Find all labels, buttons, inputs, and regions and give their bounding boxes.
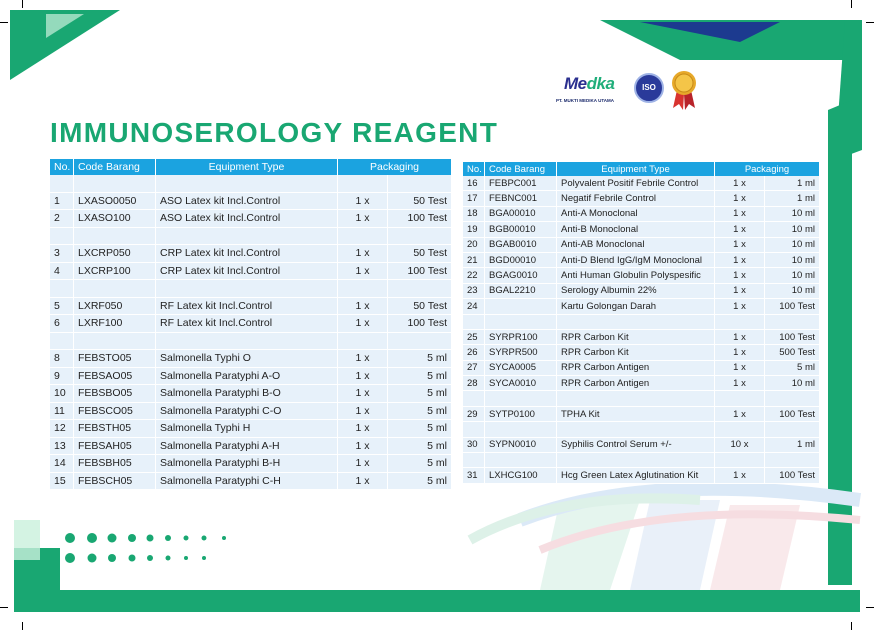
cell-equipment: RF Latex kit Incl.Control — [156, 315, 338, 333]
cell-unit: 100 Test — [388, 263, 452, 281]
cell-equipment: Serology Albumin 22% — [557, 284, 715, 299]
cell-no — [463, 315, 485, 330]
cell-code: SYCA0005 — [485, 361, 557, 376]
table-row — [463, 330, 820, 345]
cell-equipment: Polyvalent Positif Febrile Control — [557, 176, 715, 191]
cell-equipment: Salmonella Paratyphi B-H — [156, 455, 338, 473]
cell-equipment — [156, 228, 338, 246]
cell-no: 24 — [463, 299, 485, 314]
table-row — [463, 222, 820, 237]
cell-code — [485, 315, 557, 330]
cell-code: LXASO100 — [74, 210, 156, 228]
table-row — [50, 333, 452, 351]
cell-code: FEBSTO05 — [74, 350, 156, 368]
cell-unit: 10 ml — [765, 268, 820, 283]
cell-no: 22 — [463, 268, 485, 283]
cell-qty: 1 x — [715, 207, 765, 222]
cell-equipment: Syphilis Control Serum +/- — [557, 438, 715, 453]
cell-qty: 1 x — [715, 191, 765, 206]
cell-qty: 1 x — [715, 268, 765, 283]
column-header-packaging: Packaging — [715, 162, 820, 176]
table-row — [463, 268, 820, 283]
cell-qty: 1 x — [715, 299, 765, 314]
table-row — [50, 385, 452, 403]
cell-qty: 1 x — [715, 361, 765, 376]
cell-no: 6 — [50, 315, 74, 333]
cell-qty: 1 x — [715, 222, 765, 237]
cell-qty: 1 x — [338, 315, 388, 333]
table-row — [463, 391, 820, 406]
cell-unit — [388, 175, 452, 193]
table-row — [50, 350, 452, 368]
cell-unit: 5 ml — [388, 473, 452, 491]
table-row — [463, 284, 820, 299]
cell-equipment: RF Latex kit Incl.Control — [156, 298, 338, 316]
cell-qty — [715, 453, 765, 468]
table-row — [50, 455, 452, 473]
cell-equipment: RPR Carbon Kit — [557, 345, 715, 360]
table-row — [463, 207, 820, 222]
cell-no: 25 — [463, 330, 485, 345]
page-title: IMMUNOSEROLOGY REAGENT — [50, 117, 499, 148]
table-row — [50, 298, 452, 316]
cell-code: FEBSCO05 — [74, 403, 156, 421]
cell-no: 11 — [50, 403, 74, 421]
cell-unit: 1 ml — [765, 438, 820, 453]
cell-code: FEBNC001 — [485, 191, 557, 206]
cell-qty: 1 x — [338, 210, 388, 228]
table-row — [50, 438, 452, 456]
cell-code — [74, 333, 156, 351]
table-row — [50, 473, 452, 491]
table-row — [463, 453, 820, 468]
cell-code: LXCRP050 — [74, 245, 156, 263]
cell-no — [463, 422, 485, 437]
cell-equipment — [557, 391, 715, 406]
cell-code — [74, 175, 156, 193]
cell-unit — [765, 315, 820, 330]
cell-equipment — [557, 315, 715, 330]
cell-qty — [338, 175, 388, 193]
cell-code: SYPN0010 — [485, 438, 557, 453]
cell-qty: 1 x — [338, 403, 388, 421]
cell-equipment: RPR Carbon Antigen — [557, 376, 715, 391]
cell-no: 5 — [50, 298, 74, 316]
table-row — [463, 253, 820, 268]
cell-equipment: RPR Carbon Antigen — [557, 361, 715, 376]
cell-equipment: Salmonella Typhi H — [156, 420, 338, 438]
cell-qty — [715, 391, 765, 406]
cell-no: 20 — [463, 238, 485, 253]
right-product-table — [463, 162, 820, 484]
cell-code: FEBSBO05 — [74, 385, 156, 403]
table-row — [463, 315, 820, 330]
cell-unit: 100 Test — [388, 210, 452, 228]
cell-unit: 100 Test — [388, 315, 452, 333]
cell-unit: 100 Test — [765, 468, 820, 483]
cell-code: LXASO0050 — [74, 193, 156, 211]
cell-no — [50, 280, 74, 298]
cell-unit: 5 ml — [388, 438, 452, 456]
table-row — [463, 191, 820, 206]
cell-code — [485, 299, 557, 314]
cell-unit: 10 ml — [765, 207, 820, 222]
cell-no: 19 — [463, 222, 485, 237]
cell-unit: 50 Test — [388, 193, 452, 211]
table-row — [50, 403, 452, 421]
cell-code: SYRPR100 — [485, 330, 557, 345]
cell-qty: 1 x — [715, 407, 765, 422]
cell-qty: 1 x — [338, 245, 388, 263]
cell-unit: 5 ml — [388, 350, 452, 368]
cell-unit: 50 Test — [388, 245, 452, 263]
cell-qty: 1 x — [338, 455, 388, 473]
cell-unit: 5 ml — [388, 455, 452, 473]
cell-code: BGD00010 — [485, 253, 557, 268]
cell-equipment: Salmonella Paratyphi A-H — [156, 438, 338, 456]
cell-unit: 1 ml — [765, 191, 820, 206]
cell-equipment: ASO Latex kit Incl.Control — [156, 210, 338, 228]
table-row — [463, 299, 820, 314]
cell-code: FEBSAO05 — [74, 368, 156, 386]
cell-qty: 1 x — [338, 473, 388, 491]
cell-no: 9 — [50, 368, 74, 386]
cell-qty — [338, 333, 388, 351]
table-header-row — [50, 159, 452, 175]
cell-unit: 5 ml — [388, 403, 452, 421]
cell-code — [485, 391, 557, 406]
cell-qty — [715, 315, 765, 330]
cell-no: 2 — [50, 210, 74, 228]
cell-unit: 100 Test — [765, 407, 820, 422]
table-row — [50, 280, 452, 298]
cell-qty: 1 x — [715, 284, 765, 299]
cell-code — [485, 422, 557, 437]
cell-no — [463, 391, 485, 406]
cell-qty: 1 x — [338, 263, 388, 281]
cell-equipment: Negatif Febrile Control — [557, 191, 715, 206]
cell-equipment: CRP Latex kit Incl.Control — [156, 245, 338, 263]
column-header-packaging: Packaging — [338, 159, 452, 175]
cell-code: BGAL2210 — [485, 284, 557, 299]
cell-no: 29 — [463, 407, 485, 422]
cell-no: 31 — [463, 468, 485, 483]
cell-equipment: TPHA Kit — [557, 407, 715, 422]
table-row — [50, 245, 452, 263]
brand-name-part2: dka — [586, 74, 615, 93]
cell-code — [74, 280, 156, 298]
cell-no: 27 — [463, 361, 485, 376]
cell-unit — [765, 453, 820, 468]
cell-unit: 5 ml — [388, 368, 452, 386]
cell-equipment: ASO Latex kit Incl.Control — [156, 193, 338, 211]
cell-equipment: Salmonella Paratyphi C-O — [156, 403, 338, 421]
cell-no: 4 — [50, 263, 74, 281]
cell-unit: 5 ml — [388, 420, 452, 438]
cell-unit — [388, 333, 452, 351]
cell-no: 1 — [50, 193, 74, 211]
cell-no: 10 — [50, 385, 74, 403]
cell-equipment: Anti-D Blend IgG/IgM Monoclonal — [557, 253, 715, 268]
cell-equipment: Anti Human Globulin Polyspesific — [557, 268, 715, 283]
cell-unit: 50 Test — [388, 298, 452, 316]
cell-qty: 1 x — [338, 193, 388, 211]
cell-no: 3 — [50, 245, 74, 263]
cell-code: FEBSCH05 — [74, 473, 156, 491]
cell-code: SYRPR500 — [485, 345, 557, 360]
cell-equipment: Kartu Golongan Darah — [557, 299, 715, 314]
cell-qty — [338, 228, 388, 246]
cell-equipment: Salmonella Paratyphi C-H — [156, 473, 338, 491]
cell-qty: 1 x — [338, 385, 388, 403]
cell-qty — [715, 422, 765, 437]
left-product-table — [50, 159, 452, 490]
cell-equipment: Salmonella Typhi O — [156, 350, 338, 368]
cell-code: LXCRP100 — [74, 263, 156, 281]
cell-qty: 10 x — [715, 438, 765, 453]
table-row — [50, 175, 452, 193]
table-row — [50, 193, 452, 211]
cell-unit: 500 Test — [765, 345, 820, 360]
cell-unit: 10 ml — [765, 376, 820, 391]
cell-unit — [765, 422, 820, 437]
cell-unit: 5 ml — [765, 361, 820, 376]
column-header-equipment: Equipment Type — [156, 159, 338, 175]
cell-code: FEBPC001 — [485, 176, 557, 191]
table-row — [50, 263, 452, 281]
cell-no — [50, 175, 74, 193]
cell-no: 26 — [463, 345, 485, 360]
cell-equipment — [156, 280, 338, 298]
cell-unit: 10 ml — [765, 284, 820, 299]
iso-badge-icon: ISO — [634, 73, 664, 103]
cell-no — [50, 333, 74, 351]
cell-no: 13 — [50, 438, 74, 456]
table-row — [463, 345, 820, 360]
cell-no: 30 — [463, 438, 485, 453]
cell-unit: 5 ml — [388, 385, 452, 403]
cell-equipment — [557, 453, 715, 468]
table-row — [50, 210, 452, 228]
company-name: PT. MUKTI MEDIKA UTAMA — [556, 98, 614, 103]
table-row — [50, 315, 452, 333]
cell-no: 15 — [50, 473, 74, 491]
cell-unit: 10 ml — [765, 222, 820, 237]
cell-no: 21 — [463, 253, 485, 268]
cell-qty: 1 x — [338, 350, 388, 368]
cell-unit: 100 Test — [765, 299, 820, 314]
cell-qty: 1 x — [715, 376, 765, 391]
cell-code: LXHCG100 — [485, 468, 557, 483]
cell-no: 18 — [463, 207, 485, 222]
table-row — [463, 407, 820, 422]
cell-qty: 1 x — [715, 253, 765, 268]
cell-no: 28 — [463, 376, 485, 391]
cell-no: 8 — [50, 350, 74, 368]
table-header-row — [463, 162, 820, 176]
column-header-no: No. — [50, 159, 74, 175]
decorative-dots — [62, 530, 262, 570]
table-row — [463, 361, 820, 376]
cell-qty: 1 x — [715, 468, 765, 483]
cell-no: 17 — [463, 191, 485, 206]
cell-code: FEBSAH05 — [74, 438, 156, 456]
cell-equipment: RPR Carbon Kit — [557, 330, 715, 345]
cell-code: LXRF100 — [74, 315, 156, 333]
cell-no — [463, 453, 485, 468]
cell-unit — [388, 228, 452, 246]
cell-qty: 1 x — [338, 298, 388, 316]
table-row — [50, 420, 452, 438]
cell-no: 16 — [463, 176, 485, 191]
cell-equipment: Anti-B Monoclonal — [557, 222, 715, 237]
cell-equipment: Anti-AB Monoclonal — [557, 238, 715, 253]
award-medal-icon — [671, 70, 697, 110]
table-row — [463, 238, 820, 253]
cell-code: BGB00010 — [485, 222, 557, 237]
cell-code: BGAG0010 — [485, 268, 557, 283]
cell-qty: 1 x — [715, 345, 765, 360]
cell-unit: 10 ml — [765, 238, 820, 253]
table-row — [463, 422, 820, 437]
cell-code: BGAB0010 — [485, 238, 557, 253]
cell-code: SYCA0010 — [485, 376, 557, 391]
cell-equipment: Salmonella Paratyphi B-O — [156, 385, 338, 403]
cell-qty: 1 x — [715, 330, 765, 345]
cell-qty: 1 x — [338, 368, 388, 386]
cell-no — [50, 228, 74, 246]
cell-qty — [338, 280, 388, 298]
cell-unit — [388, 280, 452, 298]
table-row — [50, 228, 452, 246]
cell-qty: 1 x — [715, 176, 765, 191]
cell-no: 23 — [463, 284, 485, 299]
cell-equipment: Hcg Green Latex Aglutination Kit — [557, 468, 715, 483]
cell-code: LXRF050 — [74, 298, 156, 316]
cell-equipment — [557, 422, 715, 437]
column-header-code: Code Barang — [485, 162, 557, 176]
cell-equipment: Salmonella Paratyphi A-O — [156, 368, 338, 386]
column-header-equipment: Equipment Type — [557, 162, 715, 176]
table-row — [463, 438, 820, 453]
cell-code: FEBSTH05 — [74, 420, 156, 438]
cell-equipment: Anti-A Monoclonal — [557, 207, 715, 222]
column-header-no: No. — [463, 162, 485, 176]
cell-equipment: CRP Latex kit Incl.Control — [156, 263, 338, 281]
cell-equipment — [156, 333, 338, 351]
cell-no: 14 — [50, 455, 74, 473]
cell-no: 12 — [50, 420, 74, 438]
cell-qty: 1 x — [338, 438, 388, 456]
table-row — [463, 468, 820, 483]
cell-qty: 1 x — [338, 420, 388, 438]
cell-code — [485, 453, 557, 468]
cell-unit: 100 Test — [765, 330, 820, 345]
table-row — [463, 376, 820, 391]
cell-code — [74, 228, 156, 246]
cell-code: BGA00010 — [485, 207, 557, 222]
brand-name-part1: Me — [564, 74, 587, 93]
cell-code: FEBSBH05 — [74, 455, 156, 473]
table-row — [50, 368, 452, 386]
cell-unit — [765, 391, 820, 406]
cell-code: SYTP0100 — [485, 407, 557, 422]
cell-qty: 1 x — [715, 238, 765, 253]
table-row — [463, 176, 820, 191]
column-header-code: Code Barang — [74, 159, 156, 175]
cell-unit: 10 ml — [765, 253, 820, 268]
cell-unit: 1 ml — [765, 176, 820, 191]
cell-equipment — [156, 175, 338, 193]
